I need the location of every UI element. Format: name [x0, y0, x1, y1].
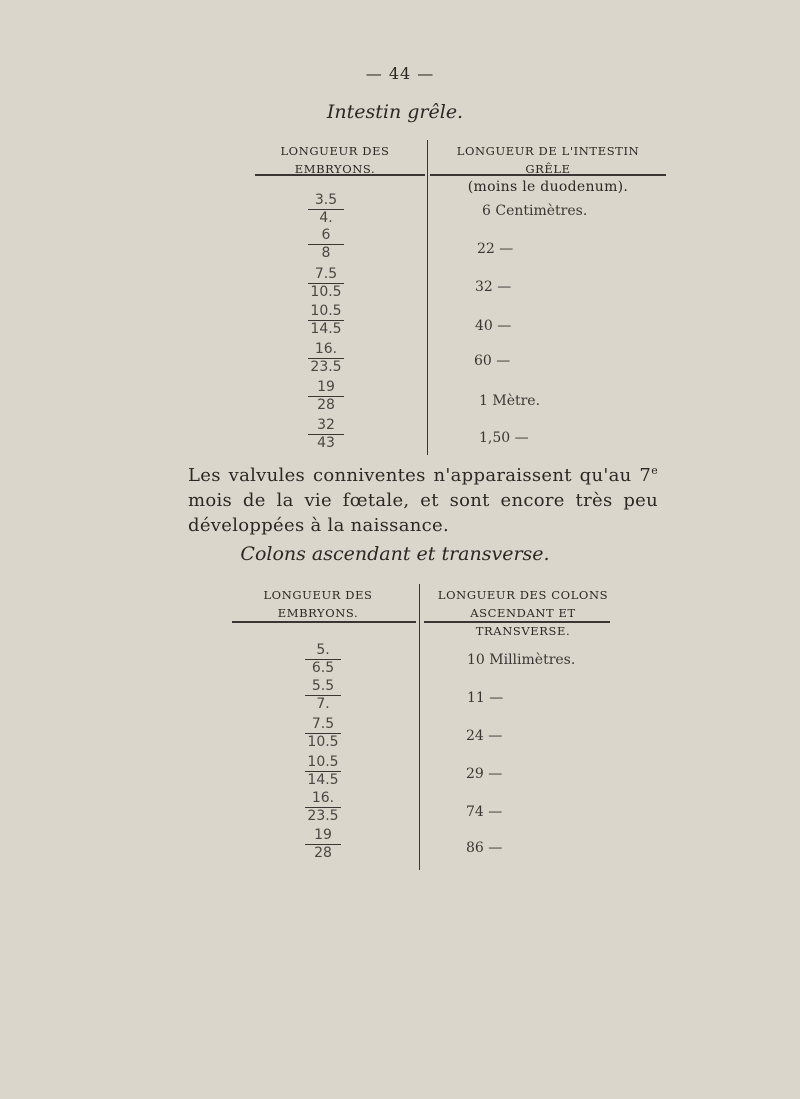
- table1-rule-right: [430, 174, 666, 176]
- col-header-embryo-length: LONGUEUR DES EMBRYONS.: [280, 144, 390, 176]
- fraction-denominator: 14.5: [310, 321, 342, 337]
- col-header-intestine-length: [432, 142, 664, 196]
- fraction-denominator: 10.5: [307, 734, 339, 750]
- table1-column-divider: [427, 140, 428, 455]
- page-number: — 44 —: [365, 64, 435, 83]
- fraction-numerator: 5.5: [311, 678, 335, 694]
- fraction-numerator: 19: [314, 827, 332, 843]
- embryo-fraction: [293, 828, 353, 861]
- col-header-colons-line2: ASCENDANT ET TRANSVERSE.: [470, 606, 576, 638]
- fraction-numerator: 19: [317, 379, 335, 395]
- table2-rule-right: [424, 621, 610, 623]
- embryo-fraction: [293, 643, 353, 676]
- fraction-denominator: 4.: [319, 210, 333, 226]
- fraction-numerator: 16.: [311, 790, 335, 806]
- embryo-fraction: [296, 342, 356, 375]
- fraction-denominator: 23.5: [310, 359, 342, 375]
- colon-length-value: 29 —: [466, 766, 503, 782]
- table2-column-divider: [419, 584, 420, 870]
- col-header-intestine-line2: (moins le duodenum).: [467, 179, 629, 195]
- fraction-numerator: 32: [317, 417, 335, 433]
- fraction-numerator: 10.5: [307, 754, 339, 770]
- fraction-numerator: 7.5: [314, 266, 338, 282]
- table1-rule-left: [255, 174, 425, 176]
- paragraph-text-start: Les valvules conniventes n'apparaissent qu'au 7: [188, 465, 652, 486]
- fraction-numerator: 7.5: [311, 716, 335, 732]
- body-paragraph: [188, 458, 658, 538]
- fraction-denominator: 28: [317, 397, 335, 413]
- intestine-length-value: 60 —: [474, 353, 511, 369]
- col-header-colons-length: [428, 586, 618, 640]
- paragraph-text-end: mois de la vie fœtale, et sont encore très peu développées à la naissance.: [188, 490, 658, 536]
- fraction-numerator: 6: [321, 227, 331, 243]
- embryo-fraction: [293, 791, 353, 824]
- intestine-length-value: 6 Centimètres.: [482, 203, 588, 219]
- section-title-intestin: Intestin grêle.: [326, 101, 464, 123]
- fraction-denominator: 7.: [316, 696, 330, 712]
- fraction-denominator: 23.5: [307, 808, 339, 824]
- paragraph-superscript: e: [651, 464, 658, 477]
- fraction-denominator: 28: [314, 845, 332, 861]
- embryo-fraction: [296, 380, 356, 413]
- intestine-length-value: 40 —: [475, 318, 512, 334]
- col-header-embryo-length: LONGUEUR DES EMBRYONS.: [263, 588, 373, 620]
- intestine-length-value: 1 Mètre.: [479, 393, 541, 409]
- fraction-numerator: 10.5: [310, 303, 342, 319]
- fraction-denominator: 10.5: [310, 284, 342, 300]
- colon-length-value: 74 —: [466, 804, 503, 820]
- intestine-length-value: 22 —: [477, 241, 514, 257]
- fraction-denominator: 6.5: [311, 660, 335, 676]
- fraction-numerator: 5.: [316, 642, 330, 658]
- embryo-fraction: [296, 267, 356, 300]
- fraction-numerator: 3.5: [314, 192, 338, 208]
- embryo-fraction: [293, 679, 353, 712]
- col-header-intestine-line1: LONGUEUR DE L'INTESTIN GRÊLE: [456, 144, 640, 176]
- fraction-numerator: 16.: [314, 341, 338, 357]
- embryo-fraction: [296, 228, 356, 261]
- fraction-denominator: 8: [321, 245, 331, 261]
- colon-length-value: 11 —: [467, 690, 504, 706]
- section-title-colons: Colons ascendant et transverse.: [240, 543, 550, 565]
- embryo-fraction: [293, 717, 353, 750]
- fraction-denominator: 43: [317, 435, 335, 451]
- fraction-denominator: 14.5: [307, 772, 339, 788]
- embryo-fraction: [296, 193, 356, 226]
- intestine-length-value: 32 —: [475, 279, 512, 295]
- embryo-fraction: [296, 418, 356, 451]
- col-header-colons-line1: LONGUEUR DES COLONS: [437, 588, 609, 602]
- intestine-length-value: 1,50 —: [479, 430, 529, 446]
- colon-length-value: 10 Millimètres.: [467, 652, 576, 668]
- embryo-fraction: [296, 304, 356, 337]
- table2-rule-left: [232, 621, 416, 623]
- colon-length-value: 24 —: [466, 728, 503, 744]
- colon-length-value: 86 —: [466, 840, 503, 856]
- embryo-fraction: [293, 755, 353, 788]
